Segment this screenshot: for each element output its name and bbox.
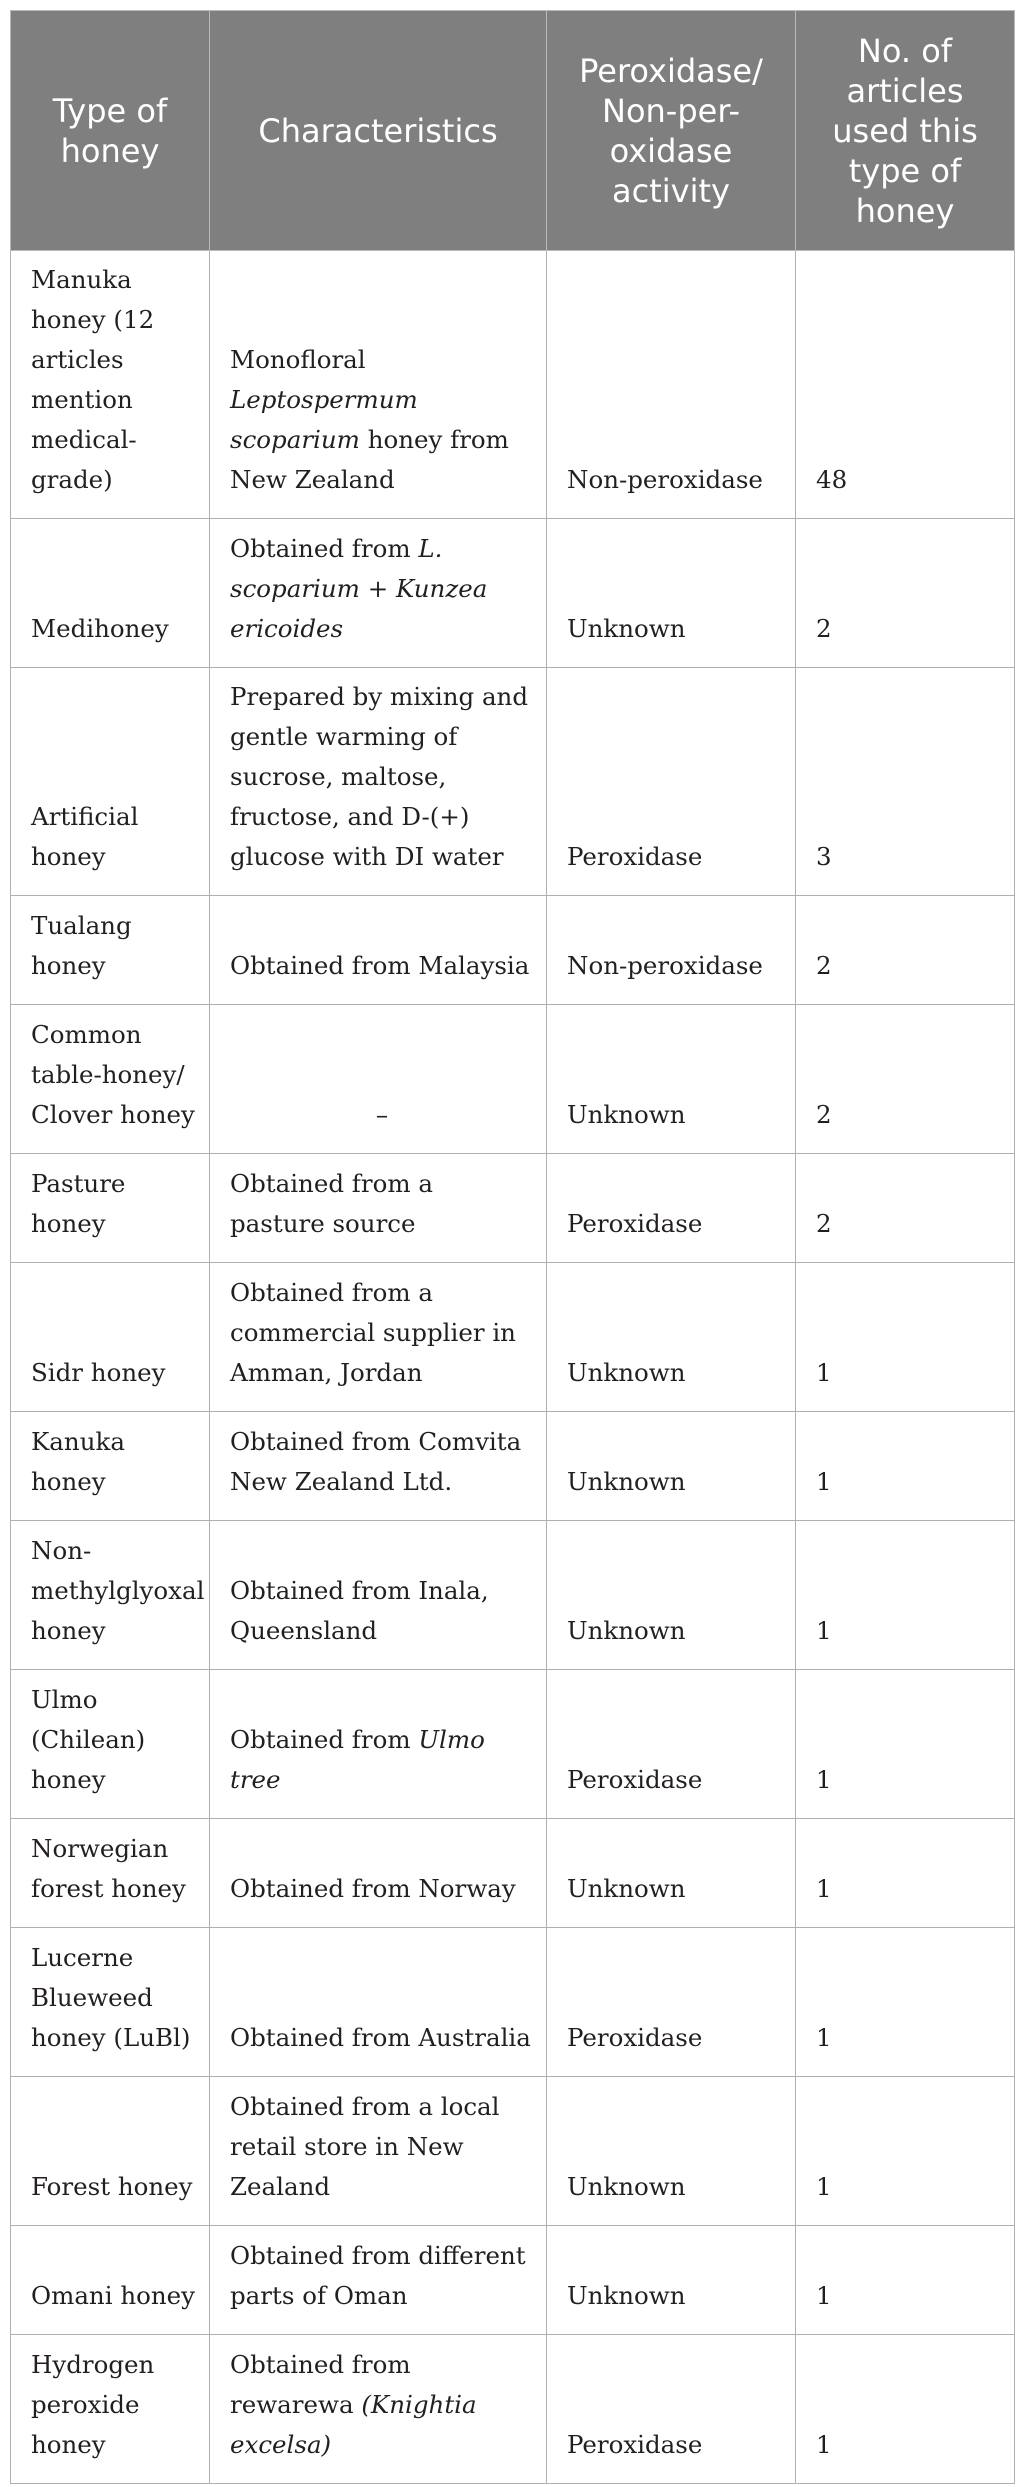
- article-count-cell: 1: [796, 1819, 1015, 1928]
- honey-type-cell: Lucerne Blueweed honey (LuBl): [11, 1928, 210, 2077]
- species-name: (Knightia excelsa): [230, 2390, 477, 2459]
- characteristics-text: Obtained from: [230, 534, 419, 563]
- activity-cell: Unknown: [547, 2226, 796, 2335]
- article-count-cell: 1: [796, 1412, 1015, 1521]
- honey-type-cell: Medihoney: [11, 519, 210, 668]
- table-row: [11, 1819, 1015, 1928]
- table-row: [11, 1263, 1015, 1412]
- table-row: [11, 251, 1015, 519]
- table-row: [11, 2226, 1015, 2335]
- activity-cell: Peroxidase: [547, 1928, 796, 2077]
- honey-type-cell: Non-methylglyoxal honey: [11, 1521, 210, 1670]
- honey-types-table: [10, 10, 1015, 2484]
- table-row: [11, 1154, 1015, 1263]
- header-characteristics: Characteristics: [210, 11, 547, 251]
- species-name: Kunzea ericoides: [230, 574, 488, 643]
- characteristics-text: Obtained from rewarewa: [230, 2350, 411, 2419]
- article-count-cell: 2: [796, 519, 1015, 668]
- characteristics-text: honey from New Zealand: [230, 425, 509, 494]
- article-count-cell: 2: [796, 1154, 1015, 1263]
- article-count-cell: 1: [796, 1521, 1015, 1670]
- characteristics-cell: Obtained from Australia: [210, 1928, 547, 2077]
- characteristics-cell: [210, 2335, 547, 2484]
- table-row: [11, 1521, 1015, 1670]
- characteristics-cell: Prepared by mixing and gentle warming of sucrose, maltose, fructose, and D-(+) glucose with DI water: [210, 668, 547, 896]
- article-count-cell: 1: [796, 2077, 1015, 2226]
- article-count-cell: 1: [796, 2335, 1015, 2484]
- table-row: [11, 1670, 1015, 1819]
- header-activity: Peroxidase/ Non-per-oxidase activity: [547, 11, 796, 251]
- characteristics-cell: Obtained from different parts of Oman: [210, 2226, 547, 2335]
- characteristics-cell: [210, 1670, 547, 1819]
- table-row: [11, 2335, 1015, 2484]
- characteristics-cell: [210, 251, 547, 519]
- activity-cell: Peroxidase: [547, 1154, 796, 1263]
- honey-type-cell: Sidr honey: [11, 1263, 210, 1412]
- characteristics-cell: [210, 519, 547, 668]
- characteristics-cell: Obtained from Inala, Queensland: [210, 1521, 547, 1670]
- species-name: L. scoparium: [230, 534, 443, 603]
- article-count-cell: 2: [796, 1005, 1015, 1154]
- activity-cell: Peroxidase: [547, 1670, 796, 1819]
- table-row: [11, 1928, 1015, 2077]
- table-row: [11, 896, 1015, 1005]
- characteristics-cell: Obtained from Comvita New Zealand Ltd.: [210, 1412, 547, 1521]
- characteristics-text: +: [359, 574, 397, 603]
- characteristics-text: Obtained from: [230, 1725, 419, 1754]
- characteristics-cell: Obtained from a pasture source: [210, 1154, 547, 1263]
- activity-cell: Peroxidase: [547, 2335, 796, 2484]
- article-count-cell: 1: [796, 1670, 1015, 1819]
- honey-type-cell: Manuka honey (12 articles mention medical-grade): [11, 251, 210, 519]
- table-row: [11, 1412, 1015, 1521]
- honey-type-cell: Hydrogen peroxide honey: [11, 2335, 210, 2484]
- table-row: [11, 1005, 1015, 1154]
- activity-cell: Unknown: [547, 1412, 796, 1521]
- honey-type-cell: Forest honey: [11, 2077, 210, 2226]
- activity-cell: Unknown: [547, 1005, 796, 1154]
- table-row: [11, 668, 1015, 896]
- honey-type-cell: Omani honey: [11, 2226, 210, 2335]
- characteristics-text: Monofloral: [230, 345, 366, 374]
- article-count-cell: 1: [796, 2226, 1015, 2335]
- honey-type-cell: Pasture honey: [11, 1154, 210, 1263]
- article-count-cell: 48: [796, 251, 1015, 519]
- activity-cell: Non-peroxidase: [547, 896, 796, 1005]
- table-row: [11, 519, 1015, 668]
- honey-type-cell: Artificial honey: [11, 668, 210, 896]
- species-name: Leptospermum scoparium: [230, 385, 418, 454]
- article-count-cell: 3: [796, 668, 1015, 896]
- table-row: [11, 2077, 1015, 2226]
- honey-type-cell: Kanuka honey: [11, 1412, 210, 1521]
- activity-cell: Unknown: [547, 1521, 796, 1670]
- article-count-cell: 1: [796, 1928, 1015, 2077]
- honey-type-cell: Tualang honey: [11, 896, 210, 1005]
- species-name: Ulmo tree: [230, 1725, 485, 1794]
- activity-cell: Unknown: [547, 1263, 796, 1412]
- table-header-row: [11, 11, 1015, 251]
- header-type-of-honey: Type of honey: [11, 11, 210, 251]
- activity-cell: Unknown: [547, 519, 796, 668]
- activity-cell: Peroxidase: [547, 668, 796, 896]
- activity-cell: Unknown: [547, 1819, 796, 1928]
- article-count-cell: 1: [796, 1263, 1015, 1412]
- characteristics-cell: Obtained from a commercial supplier in Amman, Jordan: [210, 1263, 547, 1412]
- honey-type-cell: Ulmo (Chilean) honey: [11, 1670, 210, 1819]
- header-article-count: No. of articles used this type of honey: [796, 11, 1015, 251]
- honey-type-cell: Norwegian forest honey: [11, 1819, 210, 1928]
- article-count-cell: 2: [796, 896, 1015, 1005]
- characteristics-cell: Obtained from a local retail store in New Zealand: [210, 2077, 547, 2226]
- characteristics-cell: –: [210, 1005, 547, 1154]
- activity-cell: Unknown: [547, 2077, 796, 2226]
- characteristics-cell: Obtained from Norway: [210, 1819, 547, 1928]
- characteristics-cell: Obtained from Malaysia: [210, 896, 547, 1005]
- activity-cell: Non-peroxidase: [547, 251, 796, 519]
- honey-type-cell: Common table-honey/ Clover honey: [11, 1005, 210, 1154]
